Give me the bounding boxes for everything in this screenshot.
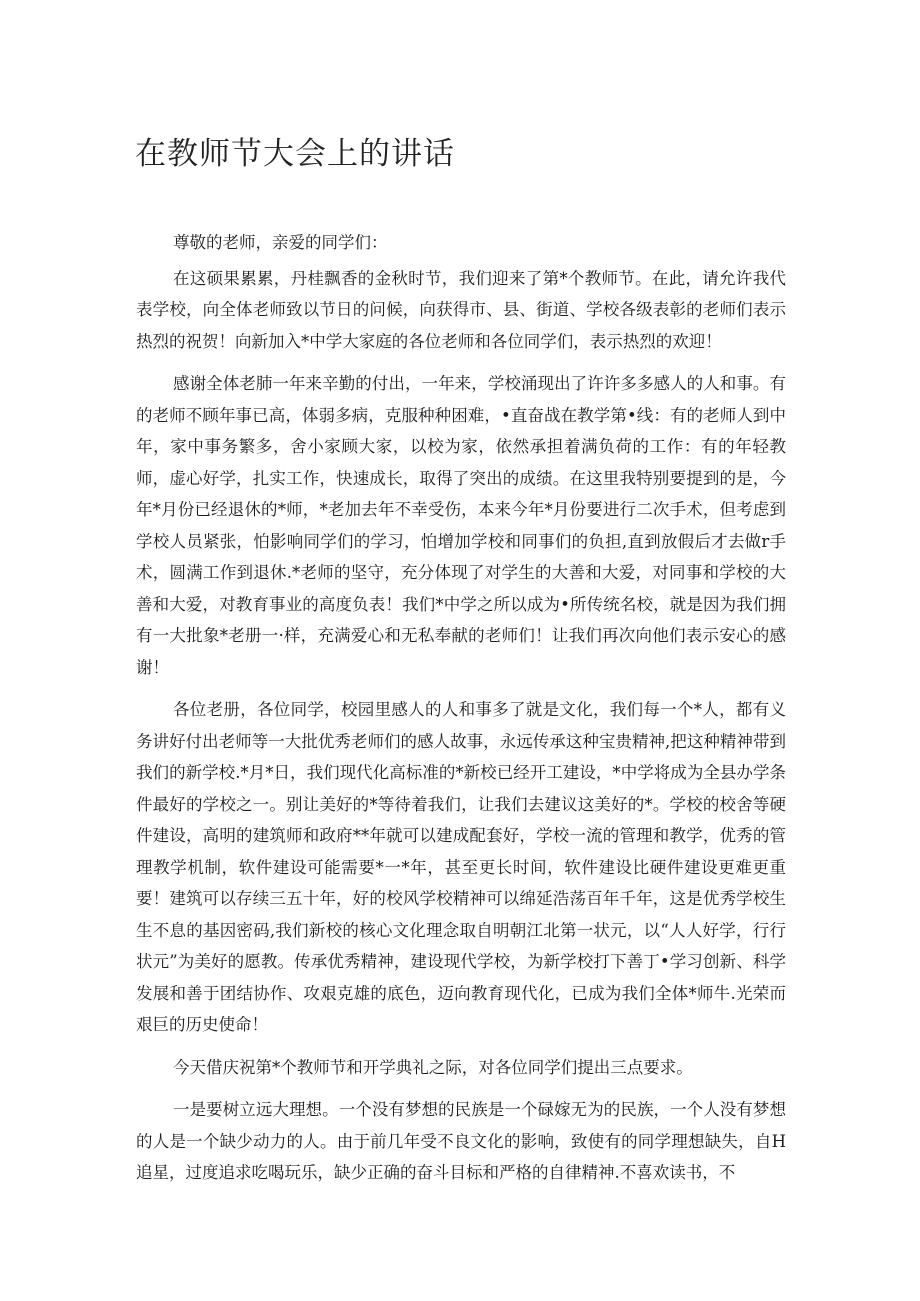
body-paragraph: 感谢全体老肺一年来辛勤的付出，一年来，学校涌现出了许许多多感人的人和事。有的老师不顾年事已高，体弱多病，克服种种困难，•直奋战在教学第•线：有的老师人到中年，家中事务繁多，舍小家顾大家，以校为家，依然承担着满负荷的工作：有的年轻教师，虚心好学，扎实工作，快速成长，取得了突出的成绩。在这里我特别要提到的是，今年*月份已经退休的*师，*老加去年不幸受伤，本来今年*月份要进行二次手术，但考虑到学校人员紧张，怕影响同学们的学习，怕增加学校和同事们的负担,直到放假后才去做r手术，圆满工作到退休.*老师的坚守，充分体现了对学生的大善和大爱，对同事和学校的大善和大爱，对教育事业的高度负表！我们*中学之所以成为•所传统名校，就是因为我们拥有一大批象*老册一·样，充满爱心和无私奉献的老师们！让我们再次向他们表示安心的感谢！ xyxy=(136,374,786,677)
body-paragraph: 一是要树立远大理想。一个没有梦想的民族是一个碌嫁无为的民族，一个人没有梦想的人是一个缺少动力的人。由于前几年受不良文化的影响，致使有的同学理想缺失，自H追星，过度追求吃喝玩乐，缺少正确的奋斗目标和严格的自律精神.不喜欢读书，不 xyxy=(136,1100,786,1182)
document-title: 在教师节大会上的讲话 xyxy=(135,136,455,172)
body-paragraph: 今天借庆祝第*个教师节和开学典礼之际，对各位同学们提出三点要求。 xyxy=(173,1057,693,1077)
document-body xyxy=(136,227,786,1200)
salutation-paragraph: 尊敬的老师，亲爱的同学们： xyxy=(173,233,388,252)
body-paragraph: 在这硕果累累，丹桂飘香的金秋时节，我们迎来了第*个教师节。在此，请允许我代表学校，向全体老师致以节日的问候，向获得市、县、街道、学校各级表彰的老师们表示热烈的祝贺！向新加入*中学大家庭的各位老师和各位同学们，表示热烈的欢迎！ xyxy=(136,268,786,351)
body-paragraph: 各位老册，各位同学，校园里感人的人和事多了就是文化，我们每一个*人，都有义务讲好付出老师等一大批优秀老师们的感人故事，永远传承这种宝贵精神,把这种精神带到我们的新学校.*月*日，我们现代化高标准的*新校已经开工建设，*中学将成为全县办学条件最好的学校之一。别让美好的*等待着我们，让我们去建议这美好的*。学校的校舍等硬件建设，高明的建筑师和政府**年就可以建成配套好，学校一流的管理和教学，优秀的管理教学机制，软件建设可能需要*一*年，甚至更长时间，软件建设比硬件建设更难更重要！建筑可以存续三五十年，好的校风学校精神可以绵延浩荡百年千年，这是优秀学校生生不息的基因密码,我们新校的核心文化理念取自明朝江北第一状元，以“人人好学，行行状元”为美好的愿教。传承优秀精神，建设现代学校，为新学校打下善丁•学习创新、科学发展和善于团结协作、攻艰克雄的底色，迈向教育现代化，已成为我们全体*师牛.光荣而艰巨的历史使命！ xyxy=(136,700,786,1034)
